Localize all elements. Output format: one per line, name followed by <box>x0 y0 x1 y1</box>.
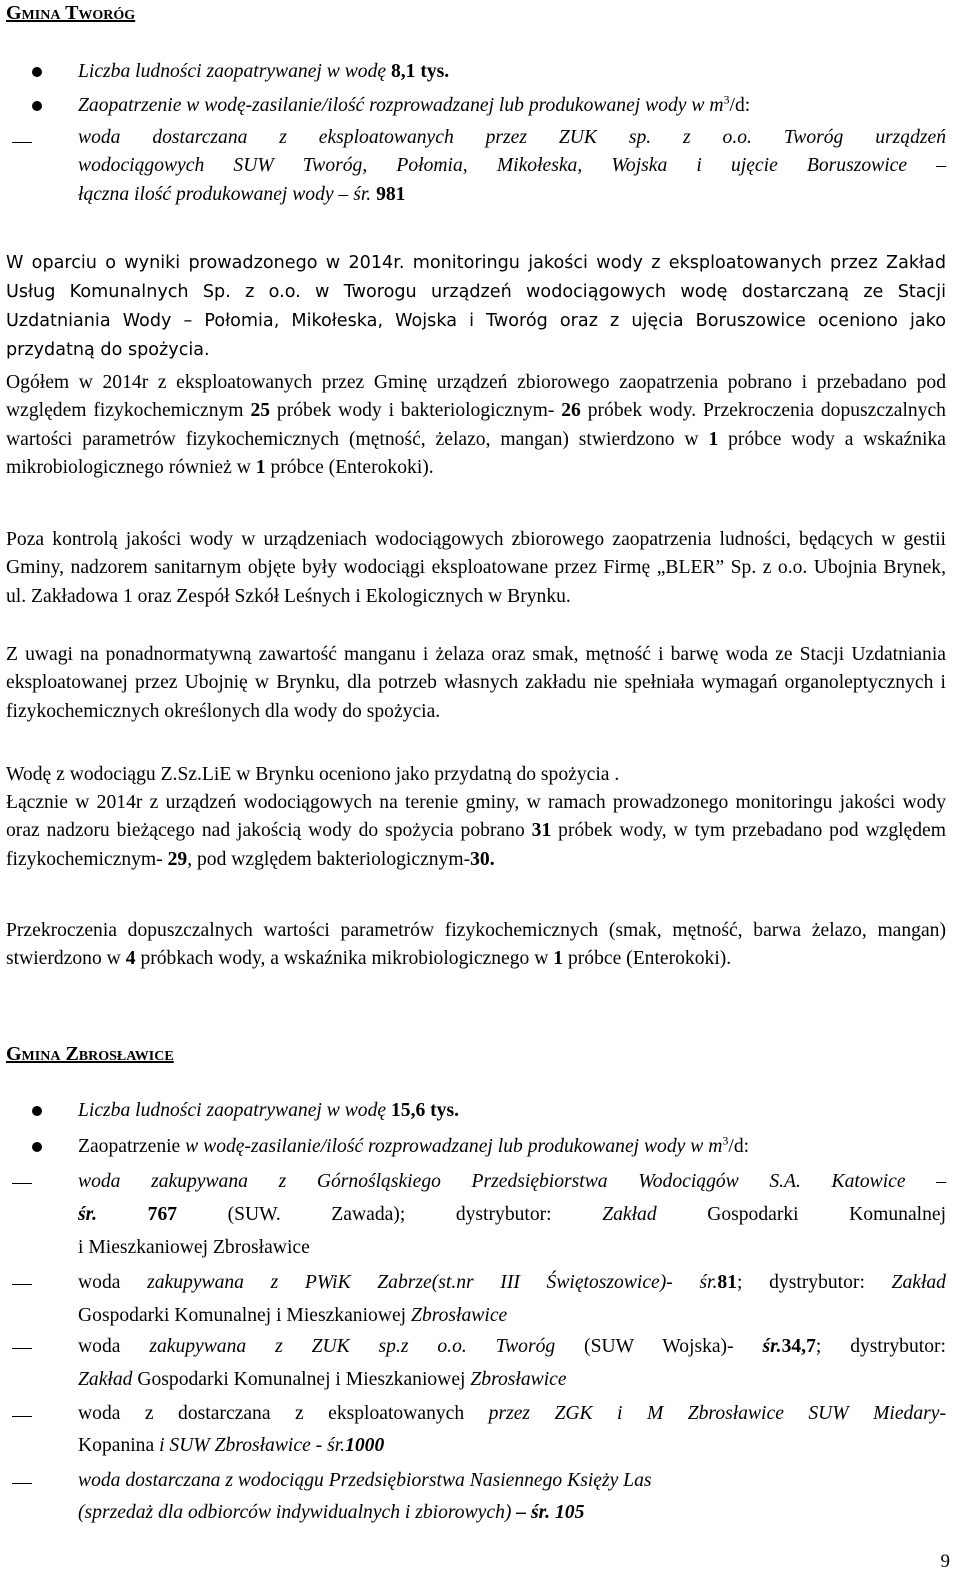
paragraph-total-samples: Ogółem w 2014r z eksploatowanych przez Gminę urządzeń zbiorowego zaopatrzenia pobrano i przebadano pod względem fizykochemicznym 25 próbek wody i bakteriologicznym- 26 próbek wody. Przekroczenia dopuszczalnych wartości parametrów fizykochemicznych (mętność, żelazo, mangan) stwierdzono w 1 próbce wody a wskaźnika mikrobiologicznego również w 1 próbce (Enterokoki). <box>6 372 946 478</box>
paragraph-exceedance-brynek: Z uwagi na ponadnormatywną zawartość manganu i żelaza oraz smak, mętność i barwę woda ze Stacji Uzdatniania eksploatowanej przez Ubojnię w Brynku, dla potrzeb własnych zakładu nie spełniała wymagań organoleptycznych i fizykochemicznych określonych dla wody do spożycia. <box>6 644 946 722</box>
list-item-supply: Zaopatrzenie w wodę-zasilanie/ilość rozprowadzanej lub produkowanej wody w $m^3/d$: <box>6 92 946 120</box>
dash-marker <box>12 1330 32 1358</box>
paragraph-total-2014: Łącznie w 2014r z urządzeń wodociągowych na terenie gminy, w ramach prowadzonego monitoringu jakości wody oraz nadzoru bieżącego nad jakością wody do spożycia pobrano 31 próbek wody, w tym przebadano pod względem fizykochemicznym- 29, pod względem bakteriologicznym-30. <box>6 792 946 870</box>
list-item-dash-tworog: woda dostarczana z eksploatowanych przez ZUK sp. z o.o. Tworóg urządzeń wodociągowych SUW Tworóg, Połomia, Mikołeska, Wojska i ujęcie Boruszowice – łączna ilość produkowanej wody – śr. 981 <box>6 124 946 209</box>
dash-marker <box>12 1266 32 1294</box>
list-item-population: Liczba ludności zaopatrywanej w wodę 8,1 tys. <box>6 58 946 86</box>
paragraph-monitoring: W oparciu o wyniki prowadzonego w 2014r. monitoringu jakości wody z eksploatowanych przez Zakład Usług Komunalnych Sp. z o.o. w Tworogu urządzeń wodociągowych wodę dostarczaną ze Stacji Uzdatniania Wody – Połomia, Mikołeska, Wojska i Tworóg oraz z ujęcia Boruszowice oceniono jako przydatną do spożycia. <box>6 253 946 360</box>
page-number: 9 <box>940 1551 950 1572</box>
paragraph-exceedances: Przekroczenia dopuszczalnych wartości parametrów fizykochemicznych (smak, mętność, barwa żelazo, mangan) stwierdzono w 4 próbkach wody, a wskaźnika mikrobiologicznego w 1 próbce (Enterokoki). <box>6 920 946 970</box>
dash-marker <box>12 1465 32 1493</box>
list-item-population: Liczba ludności zaopatrywanej w wodę 15,6 tys. <box>6 1097 946 1125</box>
list-item-dash-pwik: woda zakupywana z PWiK Zabrze(st.nr III Świętoszowice)- śr.81; dystrybutor: Zakład Gospodarki Komunalnej i Mieszkaniowej Zbrosławice <box>6 1266 946 1332</box>
paragraph-zsz-lie: Wodę z wodociągu Z.Sz.LiE w Brynku oceniono jako przydatną do spożycia . <box>6 764 620 785</box>
dash-marker <box>12 124 32 152</box>
list-item-dash-zgk: woda z dostarczana z eksploatowanych przez ZGK i M Zbrosławice SUW Miedary- Kopanina i SUW Zbrosławice - śr.1000 <box>6 1398 946 1462</box>
list-item-dash-ksiezy-las: woda dostarczana z wodociągu Przedsiębiorstwa Nasiennego Księży Las (sprzedaż dla odbiorców indywidualnych i zbiorowych) – śr. 105 <box>6 1465 946 1529</box>
bullet-marker <box>12 1097 42 1125</box>
list-item-dash-zuk: woda zakupywana z ZUK sp.z o.o. Tworóg (SUW Wojska)- śr.34,7; dystrybutor: Zakład Gospodarki Komunalnej i Mieszkaniowej Zbrosławice <box>6 1330 946 1396</box>
list-item-dash-gpw: woda zakupywana z Górnośląskiego Przedsiębiorstwa Wodociągów S.A. Katowice – śr. 767 (SUW. Zawada); dystrybutor: Zakład Gospodarki Komunalnej i Mieszkaniowej Zbrosławice <box>6 1165 946 1264</box>
bullet-marker <box>12 92 42 120</box>
bullet-marker <box>12 58 42 86</box>
list-item-supply: Zaopatrzenie w wodę-zasilanie/ilość rozprowadzanej lub produkowanej wody w $m^3/d$: <box>6 1133 946 1161</box>
paragraph-sanitary-supervision: Poza kontrolą jakości wody w urządzeniach wodociągowych zbiorowego zaopatrzenia ludności, będących w gestii Gminy, nadzorem sanitarnym objęte były wodociągi eksploatowane przez Firmę „BLER” Sp. z o.o. Ubojnia Brynek, ul. Zakładowa 1 oraz Zespół Szkół Leśnych i Ekologicznych w Brynku. <box>6 529 946 607</box>
section-heading-zbroslawice: Gmina Zbrosławice <box>6 1043 174 1065</box>
dash-marker <box>12 1398 32 1426</box>
bullet-marker <box>12 1133 42 1161</box>
section-heading-tworog: Gmina Tworóg <box>6 2 136 24</box>
dash-marker <box>12 1165 32 1193</box>
